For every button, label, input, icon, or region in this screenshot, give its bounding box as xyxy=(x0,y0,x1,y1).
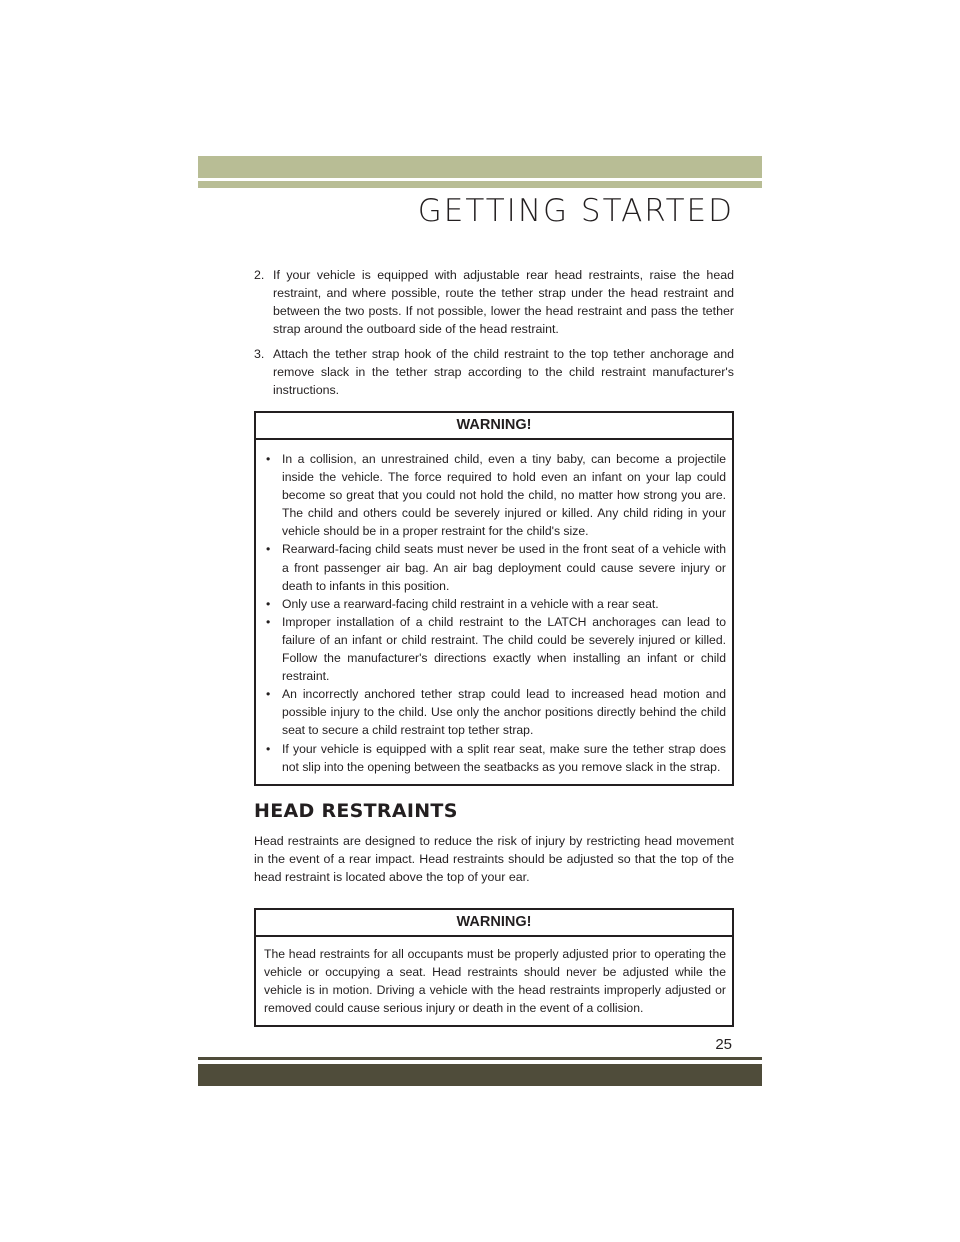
warning-item-text: Improper installation of a child restraint to the LATCH anchorages can lead to failure of an infant or child restraint. The child could be severely injured or killed. Follow the manufacturer's directions exactly when installing an infant or child restraint. xyxy=(282,614,726,684)
page-content xyxy=(254,266,734,1027)
warning-item-text: Rearward-facing child seats must never be used in the front seat of a vehicle with a front passenger air bag. An air bag deployment could cause severe injury or death to infants in this position. xyxy=(282,542,726,593)
step-number: 3. xyxy=(254,347,265,361)
child-restraint-warning-box xyxy=(254,411,734,786)
warning-title: WARNING! xyxy=(256,413,732,440)
warning-title: WARNING! xyxy=(256,910,732,937)
bullet-icon: • xyxy=(266,452,271,466)
warning-item xyxy=(266,613,726,685)
warning-text: The head restraints for all occupants must be properly adjusted prior to operating the vehicle or occupying a seat. Head restraints should never be adjusted while the vehicle is in motion. Driving a vehicle with the head restraints improperly adjusted or removed could cause serious injury or death in the event of a collision. xyxy=(264,946,726,1015)
warning-item-text: In a collision, an unrestrained child, even a tiny baby, can become a projectile inside the vehicle. The force required to hold even an infant on your lap could become so great that you could not hold the child, no matter how strong you are. The child and others could be severely injured or killed. Any child riding in your vehicle should be in a proper restraint for the child's size. xyxy=(282,452,726,539)
bullet-icon: • xyxy=(266,542,271,557)
instruction-steps xyxy=(254,266,734,399)
section-heading: HEAD RESTRAINTS xyxy=(254,799,458,822)
warning-item xyxy=(266,740,726,776)
bullet-icon: • xyxy=(266,614,271,629)
head-restraint-warning-box xyxy=(254,908,734,1027)
warning-item xyxy=(266,540,726,594)
bullet-icon: • xyxy=(266,687,271,702)
warning-item xyxy=(266,685,726,739)
step-item xyxy=(254,345,734,399)
step-text: If your vehicle is equipped with adjustable rear head restraints, raise the head restraint, and where possible, route the tether strap under the head restraint and between the two posts. If not possible, lower the head restraint and pass the tether strap around the outboard side of the head restraint. xyxy=(273,268,734,336)
warning-item-text: If your vehicle is equipped with a split rear seat, make sure the tether strap does not slip into the opening between the seatbacks as you remove slack in the strap. xyxy=(282,741,726,774)
section-title: GETTING STARTED xyxy=(417,193,734,229)
step-text: Attach the tether strap hook of the child restraint to the top tether anchorage and remove slack in the tether strap according to the child restraint manufacturer's instructions. xyxy=(273,347,734,397)
header-rule xyxy=(198,181,762,188)
warning-item xyxy=(266,595,726,613)
bullet-icon: • xyxy=(266,596,271,611)
footer-band xyxy=(198,1064,762,1086)
warning-item-text: Only use a rearward-facing child restraint in a vehicle with a rear seat. xyxy=(282,596,659,611)
page-number: 25 xyxy=(715,1036,732,1053)
warning-item xyxy=(266,450,726,540)
warning-item-text: An incorrectly anchored tether strap could lead to increased head motion and possible injury to the child. Use only the anchor positions directly behind the child seat to secure a child restraint top tether strap. xyxy=(282,687,726,738)
footer-rule xyxy=(198,1057,762,1060)
warning-list xyxy=(256,440,732,784)
step-item xyxy=(254,266,734,338)
step-number: 2. xyxy=(254,268,265,282)
bullet-icon: • xyxy=(266,741,271,756)
header-band xyxy=(198,156,762,178)
body-paragraph: Head restraints are designed to reduce the risk of injury by restricting head movement in the event of a rear impact. Head restraints should be adjusted so that the top of the head restraint is located above the top of your ear. xyxy=(254,833,734,884)
